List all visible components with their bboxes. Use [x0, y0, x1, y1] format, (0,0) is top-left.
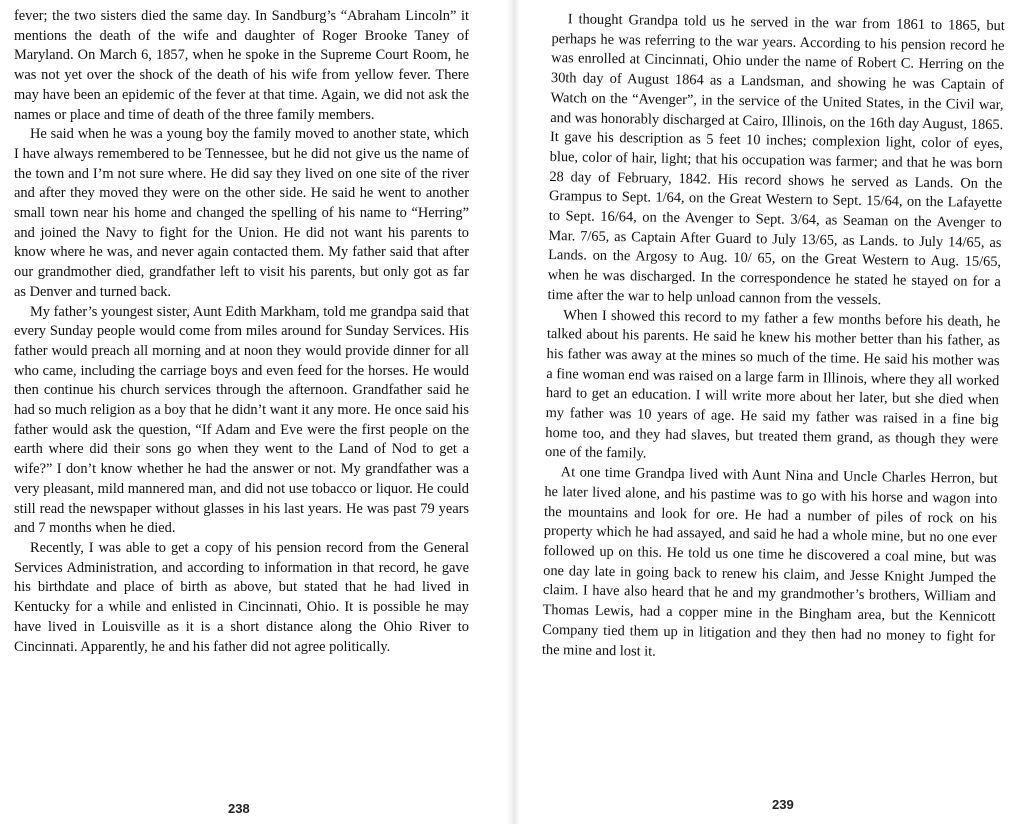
- paragraph: I thought Grandpa told us he served in the war from 1861 to 1865, but perhaps he was referring to the war years. According to his pension record he was enrolled at Cincinnati, Ohio under the name of Robert C. Herring on the 30th day of August 1864 as a Landsman, and showing he was Captain of Watch on the “Avenger”, in the service of the United States, in the Civil war, and was honorably discharged at Cairo, Illinois, on the 16th day August, 1865. It gave his description as 5 feet 10 inches; complexion light, color of eyes, blue, color of hair, light; that his occupation was farmer; and that he was born 28 day of February, 1842. His record shows he served as Lands. On the Grampus to Sept. 1/64, on the Great Western to Sept. 15/64, on the Lafayette to Sept. 16/64, on the Avenger to Sept. 3/64, as Seaman on the Avenger to Mar. 7/65, as Captain After Guard to July 13/65, as Lands. to July 14/65, as Lands. on the Argosy to Aug. 10/ 65, on the Great Western to Aug. 15/65, when he was discharged. In the correspondence he stated he stayed on for a time after the war to help unload cannon from the vessels.: [547, 11, 1005, 309]
- paragraph: At one time Grandpa lived with Aunt Nina and Uncle Charles Herron, but he later lived alone, and his pastime was to go with his horse and wagon into the mountains and look for ore. He had a number of piles of rock on his property which he had assayed, and said he had a whole mine, but no one ever followed up on this. He told us one time he discovered a coal mine, but was one day late in going back to renew his claim, and Jesse Knight Jumped the claim. I have also heard that he and my grandmother’s brothers, William and Thomas Lewis, had a copper mine in the Bingham area, but the Kennicott Company tied them up in litigation and they then had no money to fight for the mine and lost it.: [541, 464, 998, 660]
- paragraph: My father’s youngest sister, Aunt Edith Markham, told me grandpa said that every Sunday people would come from miles around for Sunday Services. His father would preach all morning and at noon they would provide dinner for all who came, including the carriage boys and even feed for the horses. He would then continue his church services through the afternoon. Grandfather said he had so much religion as a boy that he didn’t want it any more. He once said his father would ask the question, “If Adam and Eve were the first people on the earth where did their sons go when they went to the Land of Nod to get a wife?” I don’t know whether he had the answer or not. My grandfather was a very pleasant, mild mannered man, and did not use tobacco or liquor. He could still read the newspaper without glasses in his last years. He was past 79 years and 7 months when he died.: [14, 303, 469, 537]
- paragraph: When I showed this record to my father a few months before his death, he talked about his parents. He said he knew his mother better than his father, as his father was away at the mines so much of the time. He said his mother was a fine woman end was raised on a large farm in Illinois, where they all worked hard to get an education. I will write more about her later, but she died when my father was 10 years of age. He said my father was raised in a fine big home too, and they had slaves, but treated them grand, as though they were one of the family.: [544, 306, 1001, 463]
- paragraph: Recently, I was able to get a copy of his pension record from the General Services Administration, and according to information in that record, he gave his birthdate and place of birth as above, but stated that he had lived in Kentucky for a while and enlisted in Cincinnati, Ohio. It is possible he may have lived in Louisville as it is a short distance along the Ohio River to Cincinnati. Apparently, he and his father did not agree politically.: [14, 539, 469, 655]
- left-page: [0, 0, 510, 824]
- page-number: 238: [228, 801, 250, 816]
- page-number: 239: [772, 797, 794, 812]
- paragraph: fever; the two sisters died the same day. In Sandburg’s “Abraham Lincoln” it mentions the death of the wife and daughter of Roger Brooke Taney of Maryland. On March 6, 1857, when he spoke in the Supreme Court Room, he was not yet over the shock of the death of his wife from yellow fever. There may have been an epidemic of the fever at that time. Again, we did not ask the names or place and time of death of the three family members.: [14, 8, 469, 123]
- paragraph: He said when he was a young boy the family moved to another state, which I have always remembered to be Tennessee, but he did not give us the name of the town and I’m not sure where. He did say they lived on one site of the river and after they moved they were on the other side. He said he went to another small town near his home and changed the spelling of his name to “Herring” and joined the Navy to fight for the Union. He did not want his parents to know where he was, and never again contacted them. My father said that after our grandmother died, grandfather left to visit his parents, but only got as far as Denver and turned back.: [14, 126, 469, 300]
- right-page-body: [542, 10, 1005, 667]
- right-page: [512, 0, 1024, 824]
- left-page-body: [14, 7, 469, 657]
